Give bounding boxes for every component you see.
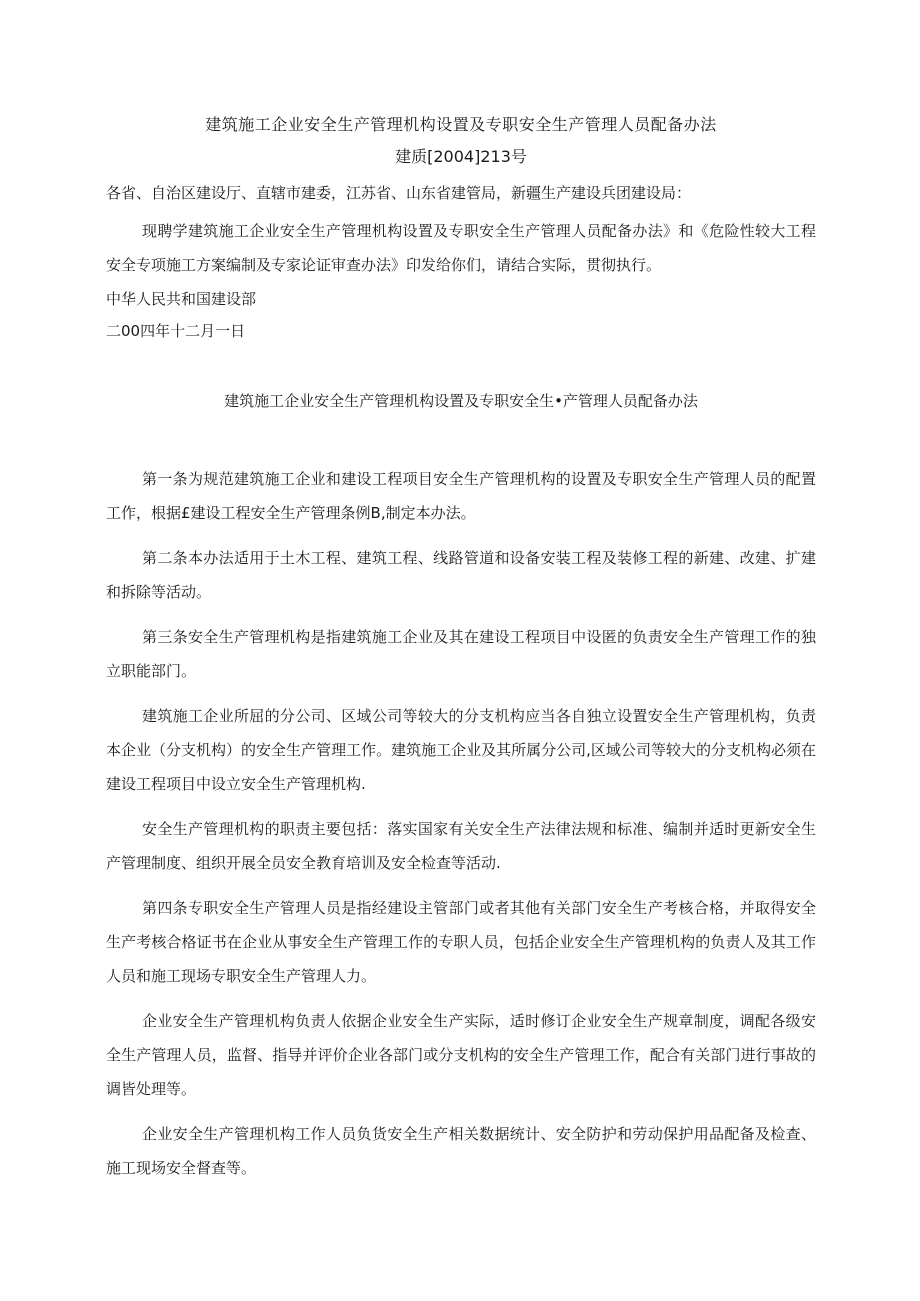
recipients-line: 各省、自治区建设厅、直辖市建委，江苏省、山东省建管局，新疆生产建设兵团建设局： xyxy=(106,184,692,202)
article-paragraph: 第二条本办法适用于土木工程、建筑工程、线路管道和设备安装工程及装修工程的新建、改建、扩建和拆除等活动。 xyxy=(106,549,816,601)
article-paragraph: 第一条为规范建筑施工企业和建设工程项目安全生产管理机构的设置及专职安全生产管理人员的配置工作，根据£建设工程安全生产管理条例B,制定本办法。 xyxy=(106,470,816,522)
article-paragraph: 第三条安全生产管理机构是指建筑施工企业及其在建设工程项目中设匿的负责安全生产管理工作的独立职能部门。 xyxy=(106,628,816,680)
article-paragraph: 安全生产管理机构的职责主要包括：落实国家有关安全生产法律法规和标准、编制并适时更新安全生产管理制度、组织开展全员安全教育培训及安全检查等活动. xyxy=(106,820,816,872)
issuer-line: 中华人民共和国建设部 xyxy=(106,290,257,308)
article-paragraph: 建筑施工企业所屈的分公司、区域公司等较大的分支机构应当各自独立设置安全生产管理机构，负责本企业（分支机构）的安全生产管理工作。建筑施工企业及其所属分公司,区域公司等较大的分支机构必须在建设工程项目中设立安全生产管理机构. xyxy=(106,707,816,793)
notice-paragraph: 现聘学建筑施工企业安全生产管理机构设置及专职安全生产管理人员配备办法》和《危险性较大工程安全专项施工方案编制及专家论证审查办法》印发给你们，请结合实际，贯彻执行。 xyxy=(106,222,816,274)
document-number: 建质[2004]213号 xyxy=(395,147,527,166)
date-line: 二00四年十二月一日 xyxy=(106,322,246,340)
document-title: 建筑施工企业安全生产管理机构设置及专职安全生产管理人员配备办法 xyxy=(205,115,717,134)
article-paragraph: 企业安全生产管理机构工作人员负货安全生产相关数据统计、安全防护和劳动保护用品配备及检查、施工现场安全督查等。 xyxy=(106,1125,816,1177)
article-paragraph: 企业安全生产管理机构负责人依据企业安全生产实际，适时修订企业安全生产规章制度，调配各级安全生产管理人员，监督、指导并评价企业各部门或分支机构的安全生产管理工作，配合有关部门进行事故的调皆处理等。 xyxy=(106,1012,816,1098)
articles-body xyxy=(106,462,816,1185)
document-page xyxy=(106,110,816,1196)
article-paragraph: 第四条专职安全生产管理人员是指经建设主管部门或者其他有关部门安全生产考核合格，并取得安全生产考核合格证书在企业从事安全生产管理工作的专职人员，包括企业安全生产管理机构的负责人及其工作人员和施工现场专职安全生产管理人力。 xyxy=(106,899,816,985)
section-title: 建筑施工企业安全生产管理机构设置及专职安全生•产管理人员配备办法 xyxy=(224,392,698,410)
